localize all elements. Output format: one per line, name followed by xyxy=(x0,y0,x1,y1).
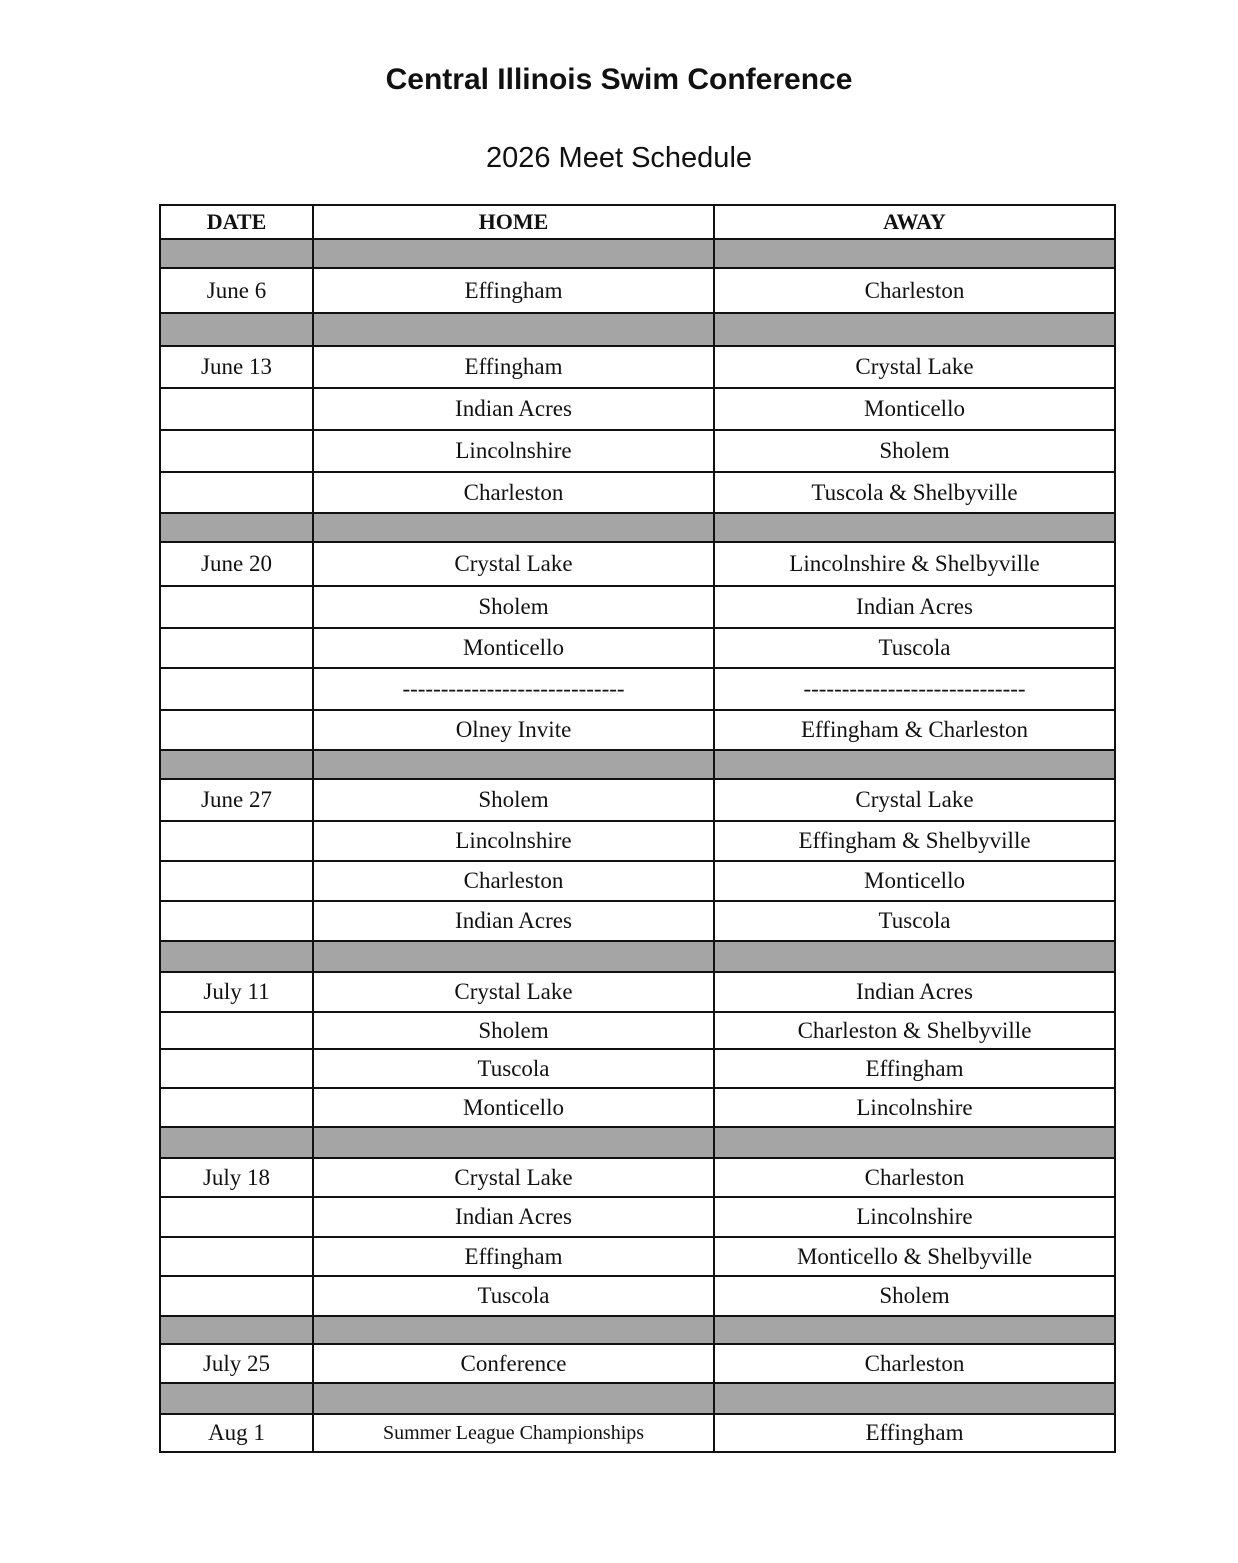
separator-cell xyxy=(313,750,714,779)
schedule-row xyxy=(160,1344,1115,1383)
schedule-row xyxy=(160,668,1115,710)
date-cell xyxy=(160,861,313,901)
schedule-row xyxy=(160,861,1115,901)
date-cell xyxy=(160,1088,313,1127)
date-cell xyxy=(160,388,313,430)
away-cell: Sholem xyxy=(714,430,1115,472)
separator-cell xyxy=(313,313,714,346)
home-cell: Tuscola xyxy=(313,1276,714,1316)
away-cell: Monticello xyxy=(714,861,1115,901)
home-cell: Effingham xyxy=(313,346,714,388)
away-cell: Tuscola xyxy=(714,628,1115,668)
date-cell xyxy=(160,472,313,513)
separator-cell xyxy=(714,1316,1115,1344)
schedule-row xyxy=(160,1012,1115,1049)
away-cell: Charleston xyxy=(714,1344,1115,1383)
home-cell: Indian Acres xyxy=(313,1197,714,1237)
schedule-row xyxy=(160,268,1115,313)
separator-cell xyxy=(160,1316,313,1344)
away-cell: Indian Acres xyxy=(714,586,1115,628)
schedule-row xyxy=(160,388,1115,430)
away-cell: Sholem xyxy=(714,1276,1115,1316)
separator-cell xyxy=(714,941,1115,972)
schedule-row xyxy=(160,586,1115,628)
away-cell: Charleston xyxy=(714,1158,1115,1197)
separator-cell xyxy=(160,513,313,542)
separator-cell xyxy=(714,1127,1115,1158)
separator-cell xyxy=(714,313,1115,346)
page-title: Central Illinois Swim Conference xyxy=(385,63,853,96)
schedule-row xyxy=(160,472,1115,513)
home-cell: Monticello xyxy=(313,628,714,668)
date-cell xyxy=(160,901,313,941)
home-cell: Sholem xyxy=(313,586,714,628)
separator-cell xyxy=(714,750,1115,779)
away-cell: Charleston xyxy=(714,268,1115,313)
home-cell: Charleston xyxy=(313,861,714,901)
date-cell: June 6 xyxy=(160,268,313,313)
header-row xyxy=(160,205,1115,239)
separator-cell xyxy=(160,239,313,268)
separator-cell xyxy=(313,239,714,268)
date-cell: June 13 xyxy=(160,346,313,388)
schedule-row xyxy=(160,542,1115,586)
date-cell xyxy=(160,1049,313,1088)
separator-cell xyxy=(313,941,714,972)
separator-cell xyxy=(313,1316,714,1344)
schedule-row xyxy=(160,1197,1115,1237)
home-cell: Monticello xyxy=(313,1088,714,1127)
separator-row xyxy=(160,513,1115,542)
separator-cell xyxy=(160,313,313,346)
separator-row xyxy=(160,239,1115,268)
separator-row xyxy=(160,750,1115,779)
date-cell xyxy=(160,821,313,861)
away-cell: Effingham & Charleston xyxy=(714,710,1115,750)
home-cell: Olney Invite xyxy=(313,710,714,750)
separator-cell xyxy=(160,1383,313,1414)
schedule-row xyxy=(160,710,1115,750)
header-date: DATE xyxy=(160,205,313,239)
schedule-row xyxy=(160,1276,1115,1316)
separator-row xyxy=(160,941,1115,972)
home-cell: Crystal Lake xyxy=(313,972,714,1012)
separator-cell xyxy=(313,1383,714,1414)
date-cell xyxy=(160,668,313,710)
date-cell: June 20 xyxy=(160,542,313,586)
schedule-row xyxy=(160,628,1115,668)
date-cell xyxy=(160,430,313,472)
away-cell: Lincolnshire xyxy=(714,1088,1115,1127)
separator-cell xyxy=(313,1127,714,1158)
away-cell: Crystal Lake xyxy=(714,779,1115,821)
home-cell: Lincolnshire xyxy=(313,821,714,861)
meet-schedule-table xyxy=(159,204,1116,1453)
home-cell: Charleston xyxy=(313,472,714,513)
away-cell: Effingham & Shelbyville xyxy=(714,821,1115,861)
schedule-row xyxy=(160,779,1115,821)
date-cell xyxy=(160,1276,313,1316)
away-cell: Monticello & Shelbyville xyxy=(714,1237,1115,1276)
away-cell: Tuscola & Shelbyville xyxy=(714,472,1115,513)
home-cell: Summer League Championships xyxy=(313,1414,714,1452)
header-away: AWAY xyxy=(714,205,1115,239)
header-home: HOME xyxy=(313,205,714,239)
away-cell: Indian Acres xyxy=(714,972,1115,1012)
schedule-row xyxy=(160,1414,1115,1452)
home-cell: Indian Acres xyxy=(313,901,714,941)
date-cell xyxy=(160,1197,313,1237)
home-cell: Effingham xyxy=(313,268,714,313)
schedule-row xyxy=(160,901,1115,941)
separator-cell xyxy=(714,239,1115,268)
schedule-row xyxy=(160,1237,1115,1276)
home-cell: Crystal Lake xyxy=(313,542,714,586)
schedule-row xyxy=(160,1158,1115,1197)
away-cell: ----------------------------- xyxy=(714,668,1115,710)
separator-cell xyxy=(714,1383,1115,1414)
schedule-row xyxy=(160,821,1115,861)
separator-cell xyxy=(160,941,313,972)
away-cell: Effingham xyxy=(714,1414,1115,1452)
date-cell xyxy=(160,586,313,628)
home-cell: Tuscola xyxy=(313,1049,714,1088)
separator-cell xyxy=(160,1127,313,1158)
home-cell: ----------------------------- xyxy=(313,668,714,710)
home-cell: Sholem xyxy=(313,779,714,821)
separator-cell xyxy=(160,750,313,779)
schedule-row xyxy=(160,972,1115,1012)
date-cell: July 25 xyxy=(160,1344,313,1383)
schedule-row xyxy=(160,430,1115,472)
separator-row xyxy=(160,1316,1115,1344)
date-cell xyxy=(160,628,313,668)
away-cell: Lincolnshire xyxy=(714,1197,1115,1237)
home-cell: Sholem xyxy=(313,1012,714,1049)
separator-cell xyxy=(714,513,1115,542)
separator-row xyxy=(160,1383,1115,1414)
home-cell: Conference xyxy=(313,1344,714,1383)
schedule-row xyxy=(160,1088,1115,1127)
schedule-body xyxy=(160,239,1115,1452)
date-cell: Aug 1 xyxy=(160,1414,313,1452)
date-cell: July 11 xyxy=(160,972,313,1012)
date-cell: July 18 xyxy=(160,1158,313,1197)
away-cell: Monticello xyxy=(714,388,1115,430)
page-subtitle: 2026 Meet Schedule xyxy=(485,142,753,174)
home-cell: Effingham xyxy=(313,1237,714,1276)
home-cell: Indian Acres xyxy=(313,388,714,430)
separator-row xyxy=(160,1127,1115,1158)
away-cell: Charleston & Shelbyville xyxy=(714,1012,1115,1049)
separator-cell xyxy=(313,513,714,542)
schedule-row xyxy=(160,1049,1115,1088)
away-cell: Lincolnshire & Shelbyville xyxy=(714,542,1115,586)
away-cell: Crystal Lake xyxy=(714,346,1115,388)
date-cell: June 27 xyxy=(160,779,313,821)
schedule-row xyxy=(160,346,1115,388)
date-cell xyxy=(160,1012,313,1049)
away-cell: Effingham xyxy=(714,1049,1115,1088)
home-cell: Lincolnshire xyxy=(313,430,714,472)
date-cell xyxy=(160,1237,313,1276)
date-cell xyxy=(160,710,313,750)
separator-row xyxy=(160,313,1115,346)
home-cell: Crystal Lake xyxy=(313,1158,714,1197)
away-cell: Tuscola xyxy=(714,901,1115,941)
